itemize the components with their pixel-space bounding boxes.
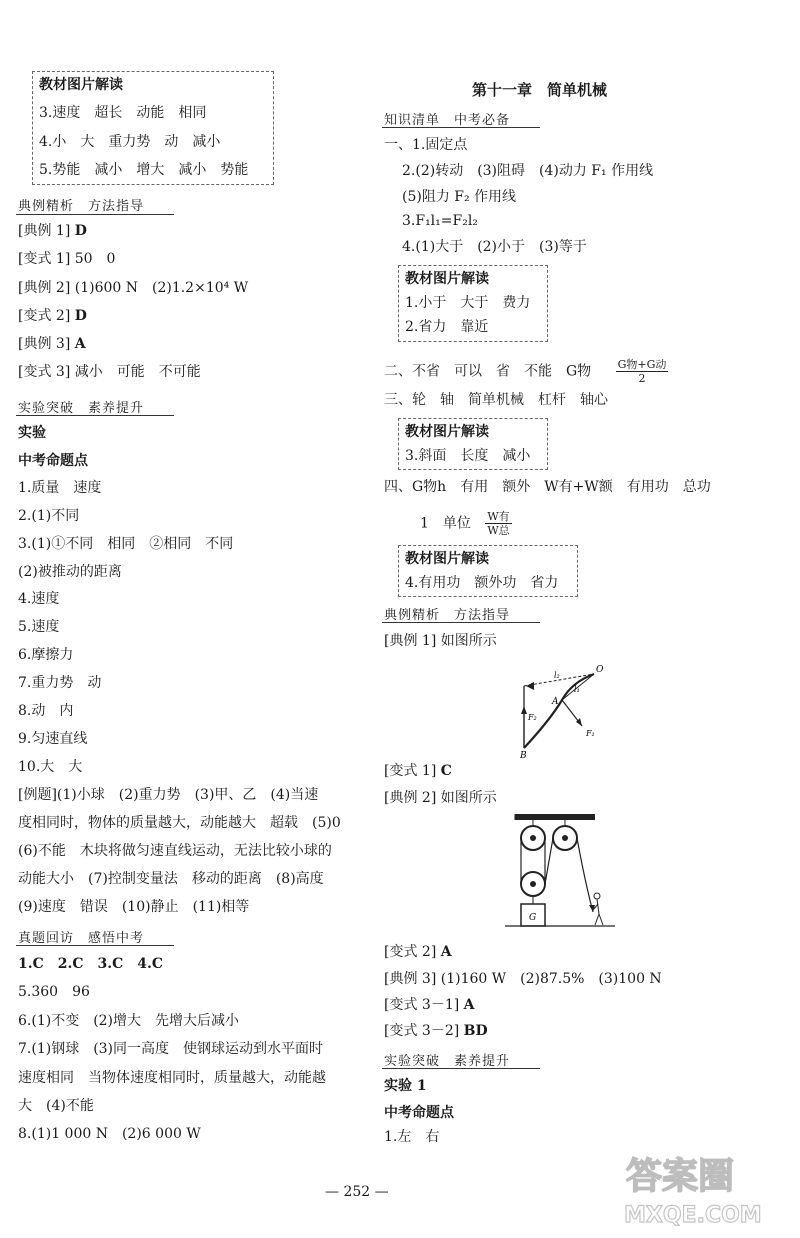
textbook-figure-box-2 xyxy=(398,265,548,342)
answer-line: (5)阻力 F₂ 作用线 xyxy=(402,189,517,205)
answer-line: 8.(1)1 000 N (2)6 000 W xyxy=(18,1126,201,1142)
answer-line: 4.速度 xyxy=(18,591,60,607)
answer-line: 1 单位 $\frac{\text{W有}}{\text{W总}}$ xyxy=(420,510,510,537)
paragraph-line: 度相同时，物体的质量越大，动能越大 超载 (5)0 xyxy=(18,815,341,831)
answer-line: [变式 3] 减小 可能 不可能 xyxy=(18,364,201,380)
textbook-figure-box-3 xyxy=(398,418,548,470)
exam-point-title: 中考命题点 xyxy=(18,453,88,469)
answer-line: 三、轮 轴 简单机械 杠杆 轴心 xyxy=(384,392,608,408)
answer-line: 四、G物h 有用 额外 W有+W额 有用功 总功 xyxy=(384,479,711,495)
answer-line: 2.(1)不同 xyxy=(18,508,80,524)
paragraph-line: [例题](1)小球 (2)重力势 (3)甲、乙 (4)当速 xyxy=(18,787,319,803)
section-heading: 实验突破 素养提升 xyxy=(384,1054,511,1069)
answer-line: 10.大 大 xyxy=(18,759,83,775)
box-line: 5.势能 减小 增大 减小 势能 xyxy=(39,162,249,178)
svg-text:答案圈: 答案圈 xyxy=(626,1156,735,1197)
box-title: 教材图片解读 xyxy=(405,271,489,287)
answer-line: 1.C 2.C 3.C 4.C xyxy=(18,956,164,972)
answer-line: [变式 3－2] BD xyxy=(384,1023,488,1039)
answer-line: [典例 3] A xyxy=(18,336,86,352)
fraction: $\frac{\text{W有}}{\text{W总}}$ xyxy=(487,510,510,537)
section-heading: 典例精析 方法指导 xyxy=(18,199,145,214)
answer-line: [变式 1] 50 0 xyxy=(18,251,116,267)
fraction: $\frac{\text{G物+G动}}{2}$ xyxy=(617,358,667,385)
section-rule xyxy=(382,1068,540,1069)
textbook-figure-box-1 xyxy=(32,71,274,185)
box-title: 教材图片解读 xyxy=(39,77,123,93)
experiment-title: 实验 xyxy=(18,425,46,441)
section-rule xyxy=(382,127,540,128)
box-line: 4.有用功 额外功 省力 xyxy=(405,575,559,591)
svg-text:MXQE.COM: MXQE.COM xyxy=(624,1203,762,1228)
textbook-figure-box-4 xyxy=(398,545,578,597)
box-title: 教材图片解读 xyxy=(405,551,489,567)
answer-line: [典例 1] D xyxy=(18,223,87,239)
answer-line: 7.重力势 动 xyxy=(18,675,102,691)
section-rule xyxy=(16,214,174,215)
answer-line: 3.F₁l₁=F₂l₂ xyxy=(402,213,478,229)
exam-point-title: 中考命题点 xyxy=(384,1105,454,1121)
section-rule xyxy=(16,415,174,416)
watermark-logo xyxy=(620,1148,795,1228)
label-B: B xyxy=(520,751,527,760)
section-heading: 真题回访 感悟中考 xyxy=(18,931,145,946)
paragraph-line: (6)不能 木块将做匀速直线运动，无法比较小球的 xyxy=(18,843,332,859)
answer-line: [变式 2] A xyxy=(384,944,452,960)
experiment-title: 实验 1 xyxy=(384,1078,427,1094)
answer-line: [典例 2] (1)600 N (2)1.2×10⁴ W xyxy=(18,280,249,296)
answer-line: 9.匀速直线 xyxy=(18,731,88,747)
answer-line: 7.(1)钢球 (3)同一高度 使钢球运动到水平面时 xyxy=(18,1041,324,1057)
section-rule xyxy=(382,622,540,623)
section-heading: 实验突破 素养提升 xyxy=(18,401,145,416)
answer-line: 6.(1)不变 (2)增大 先增大后减小 xyxy=(18,1013,240,1029)
answer-line: 1.左 右 xyxy=(384,1129,440,1145)
section-heading: 知识清单 中考必备 xyxy=(384,113,511,128)
box-line: 3.速度 超长 动能 相同 xyxy=(39,105,207,121)
pulley-diagram xyxy=(505,812,615,932)
section-rule xyxy=(16,945,174,946)
answer-line: 一、1.固定点 xyxy=(384,137,468,153)
paragraph-line: 动能大小 (7)控制变量法 移动的距离 (8)高度 xyxy=(18,871,324,887)
box-title: 教材图片解读 xyxy=(405,424,489,440)
label-l2: l₂ xyxy=(554,671,560,680)
label-G: G xyxy=(529,913,537,923)
answer-line: 5.360 96 xyxy=(18,984,90,1000)
box-line: 3.斜面 长度 减小 xyxy=(405,448,531,464)
label-l1: l₁ xyxy=(574,685,580,694)
answer-line: 6.摩擦力 xyxy=(18,647,74,663)
answer-line: 8.动 内 xyxy=(18,703,74,719)
answer-line: [变式 1] C xyxy=(384,763,452,779)
answer-line: 3.(1)①不同 相同 ②相同 不同 xyxy=(18,536,234,552)
section-heading: 典例精析 方法指导 xyxy=(384,608,511,623)
label-F1: F₁ xyxy=(586,729,595,738)
answer-line: 2.(2)转动 (3)阻碍 (4)动力 F₁ 作用线 xyxy=(402,163,654,179)
answer-line: [变式 2] D xyxy=(18,308,87,324)
answer-line: (2)被推动的距离 xyxy=(18,564,122,580)
box-line: 1.小于 大于 费力 xyxy=(405,295,531,311)
answer-line: 速度相同 当物体速度相同时，质量越大，动能越 xyxy=(18,1070,326,1086)
page-number: — 252 — xyxy=(325,1184,389,1200)
paragraph-line: (9)速度 错误 (10)静止 (11)相等 xyxy=(18,899,250,915)
answer-line: 5.速度 xyxy=(18,619,60,635)
box-line: 4.小 大 重力势 动 减小 xyxy=(39,134,221,150)
answer-line: 二、不省 可以 省 不能 G物 $\frac{\text{G物+G动}}{2}$ xyxy=(384,358,667,385)
answer-line: [典例 3] (1)160 W (2)87.5% (3)100 N xyxy=(384,971,662,987)
label-O: O xyxy=(596,665,604,675)
label-F2: F₂ xyxy=(528,713,537,722)
answer-line: [典例 2] 如图所示 xyxy=(384,790,497,806)
chapter-title: 第十一章 简单机械 xyxy=(472,81,608,99)
answer-line: [典例 1] 如图所示 xyxy=(384,633,497,649)
lever-diagram xyxy=(510,660,620,760)
answer-line: 大 (4)不能 xyxy=(18,1098,94,1114)
label-A: A xyxy=(552,697,559,707)
box-line: 2.省力 靠近 xyxy=(405,319,489,335)
answer-line: 4.(1)大于 (2)小于 (3)等于 xyxy=(402,239,587,255)
answer-line: 1.质量 速度 xyxy=(18,480,102,496)
answer-line: [变式 3－1] A xyxy=(384,997,475,1013)
